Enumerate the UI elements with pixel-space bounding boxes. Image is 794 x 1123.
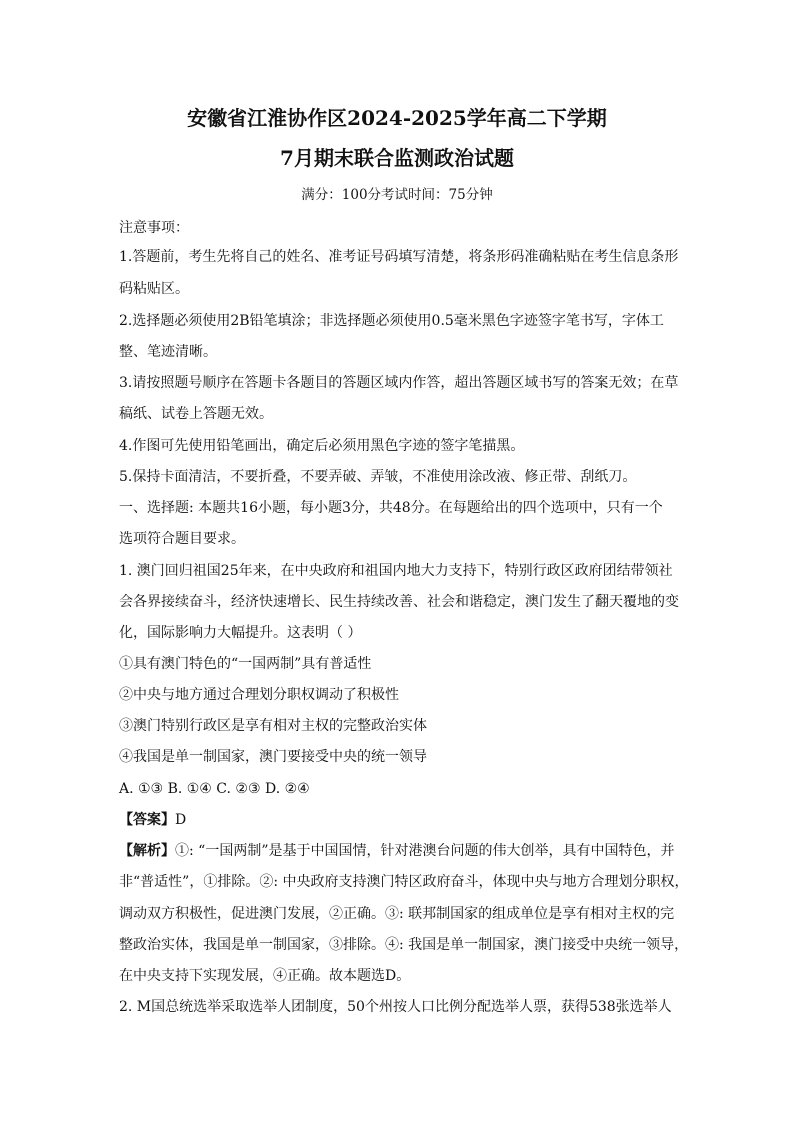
exam-title-line1: 安徽省江淮协作区2024-2025学年高二下学期 — [187, 106, 607, 130]
notice-heading: 注意事项： — [119, 220, 189, 236]
question-1-analysis: 整政治实体，我国是单一制国家，③排除。④: 我国是单一制国家，澳门接受中央统一领导， — [119, 937, 689, 953]
question-1-analysis — [119, 841, 674, 861]
question-1-statement: ④我国是单一制国家，澳门要接受中央的统一领导 — [119, 749, 427, 765]
question-1-statement: ①具有澳门特色的“一国两制”具有普适性 — [119, 656, 372, 672]
question-1-stem: 1. 澳门回归祖国25年来，在中央政府和祖国内地大力支持下，特别行政区政府团结带领社 — [119, 563, 673, 579]
notice-item: 3.请按照题号顺序在答题卡各题目的答题区域内作答，超出答题区域书写的答案无效；在草 — [119, 375, 679, 391]
notice-item: 4.作图可先使用铅笔画出，确定后必须用黑色字迹的签字笔描黑。 — [119, 438, 525, 454]
analysis-text: ①: “一国两制”是基于中国国情，针对港澳台问题的伟大创举，具有中国特色，并 — [175, 843, 675, 859]
score-time-line: 满分：100分考试时间：75分钟 — [301, 187, 493, 203]
question-1-statement: ③澳门特别行政区是享有相对主权的完整政治实体 — [119, 718, 427, 734]
question-2-stem: 2. M国总统选举采取选举人团制度，50个州按人口比例分配选举人票，获得538张选举人 — [119, 999, 672, 1015]
question-1-analysis: 非“普适性”，①排除。②: 中央政府支持澳门特区政府奋斗，体现中央与地方合理划分职权， — [119, 874, 689, 890]
exam-title-line2: 7月期末联合监测政治试题 — [280, 146, 514, 170]
notice-item: 5.保持卡面清洁，不要折叠，不要弄破、弄皱，不准使用涂改液、修正带、刮纸刀。 — [119, 469, 637, 485]
question-1-analysis: 调动双方积极性，促进澳门发展，②正确。③: 联邦制国家的组成单位是享有相对主权的完 — [119, 906, 675, 922]
section-heading-cont: 选项符合题目要求。 — [119, 531, 245, 547]
question-1-analysis: 在中央支持下实现发展，④正确。故本题选D。 — [119, 968, 411, 984]
notice-item: 码粘贴区。 — [119, 281, 189, 297]
question-1-answer — [119, 810, 186, 830]
question-1-stem: 化，国际影响力大幅提升。这表明（ ） — [119, 625, 362, 641]
analysis-tag: 【解析】 — [119, 843, 175, 859]
question-1-choices: A. ①③ B. ①④ C. ②③ D. ②④ — [119, 781, 310, 797]
question-1-statement: ②中央与地方通过合理划分职权调动了积极性 — [119, 687, 399, 703]
answer-tag: 【答案】 — [119, 812, 175, 828]
notice-item: 整、笔迹清晰。 — [119, 344, 217, 360]
notice-item: 稿纸、试卷上答题无效。 — [119, 406, 273, 422]
answer-value: D — [175, 812, 187, 828]
question-1-stem: 会各界接续奋斗，经济快速增长、民生持续改善、社会和谐稳定，澳门发生了翻天覆地的变 — [119, 594, 679, 610]
section-heading: 一、选择题: 本题共16小题，每小题3分，共48分。在每题给出的四个选项中，只有一个 — [119, 500, 663, 516]
notice-item: 1.答题前，考生先将自己的姓名、准考证号码填写清楚，将条形码准确粘贴在考生信息条形 — [119, 249, 679, 265]
notice-item: 2.选择题必须使用2B铅笔填涂；非选择题必须使用0.5毫米黑色字迹签字笔书写，字体工 — [119, 313, 664, 329]
